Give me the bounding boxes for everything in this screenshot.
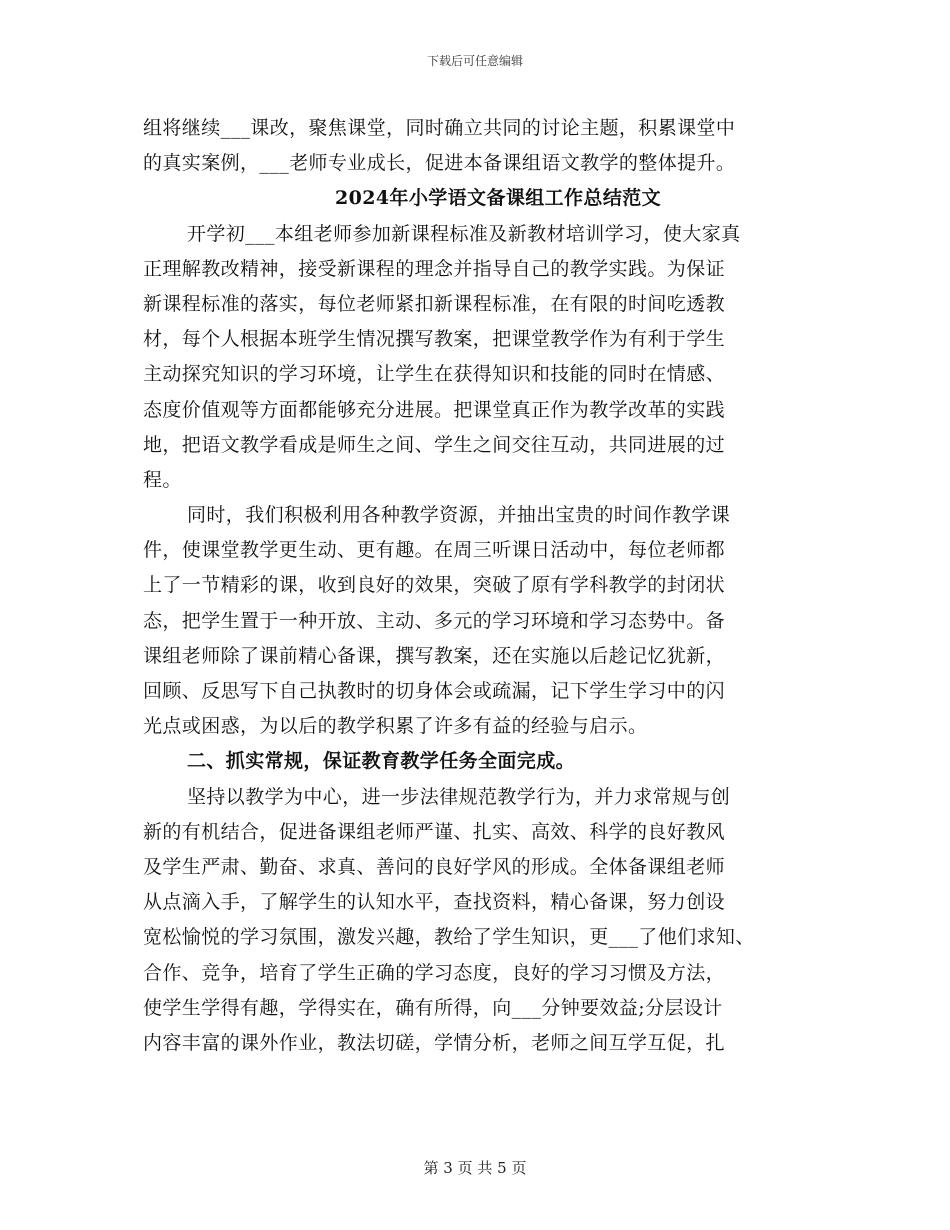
document-title: 2024年小学语文备课组工作总结范文 [334, 187, 662, 210]
text-line: 及学生严肃、勤奋、求真、善问的良好学风的形成。全体备课组老师 [143, 855, 726, 878]
text-line: 内容丰富的课外作业，教法切磋，学情分析，老师之间互学互促，扎 [143, 1031, 726, 1054]
document-body [143, 111, 823, 1061]
text-line: 光点或困惑，为以后的教学积累了许多有益的经验与启示。 [143, 715, 648, 738]
text-line: 材，每个人根据本班学生情况撰写教案，把课堂教学作为有利于学生 [143, 328, 726, 351]
text-line: 回顾、反思写下自己执教时的切身体会或疏漏，记下学生学习中的闪 [143, 680, 726, 702]
text-line: 上了一节精彩的课，收到良好的效果，突破了原有学科教学的封闭状 [143, 574, 726, 597]
text-line: 主动探究知识的学习环境，让学生在获得知识和技能的同时在情感、 [143, 363, 726, 386]
text-line: 件，使课堂教学更生动、更有趣。在周三听课日活动中，每位老师都 [143, 539, 726, 562]
paragraph-start: 开学初___本组老师参加新课程标准及新教材培训学习，使大家真 [187, 222, 741, 245]
text-line: 的真实案例，___老师专业成长，促进本备课组语文教学的整体提升。 [143, 152, 736, 175]
text-line: 使学生学得有趣，学得实在，确有所得，向___分钟要效益;分层设计 [143, 996, 723, 1019]
page-header: 下载后可任意编辑 [426, 54, 523, 68]
text-line: 地，把语文教学看成是师生之间、学生之间交往互动，共同进展的过 [143, 433, 726, 456]
text-line: 课组老师除了课前精心备课，撰写教案，还在实施以后趁记忆犹新， [143, 644, 726, 667]
page-footer: 第 3 页 共 5 页 [423, 1159, 527, 1177]
text-line: 正理解教改精神，接受新课程的理念并指导自己的教学实践。为保证 [143, 257, 726, 280]
text-line: 程。 [143, 468, 182, 491]
text-line: 新课程标准的落实，每位老师紧扣新课程标准，在有限的时间吃透教 [143, 292, 726, 315]
text-line: 宽松愉悦的学习氛围，激发兴趣，教给了学生知识，更___了他们求知、 [143, 926, 755, 949]
text-line: 合作、竞争，培育了学生正确的学习态度，良好的学习习惯及方法， [143, 961, 726, 984]
text-line: 从点滴入手，了解学生的认知水平，查找资料，精心备课，努力创设 [143, 891, 726, 914]
text-line: 态，把学生置于一种开放、主动、多元的学习环境和学习态势中。备 [143, 609, 726, 632]
section-heading: 二、抓实常规，保证教育教学任务全面完成。 [187, 750, 576, 773]
text-line: 新的有机结合，促进备课组老师严谨、扎实、高效、科学的良好教风 [143, 820, 726, 843]
text-line: 组将继续___课改，聚焦课堂，同时确立共同的讨论主题，积累课堂中 [143, 117, 736, 139]
paragraph-start: 坚持以教学为中心，进一步法律规范教学行为，并力求常规与创 [187, 785, 731, 808]
paragraph-start: 同时，我们积极利用各种教学资源，并抽出宝贵的时间作教学课 [187, 504, 731, 527]
text-line: 态度价值观等方面都能够充分进展。把课堂真正作为教学改革的实践 [143, 398, 726, 421]
